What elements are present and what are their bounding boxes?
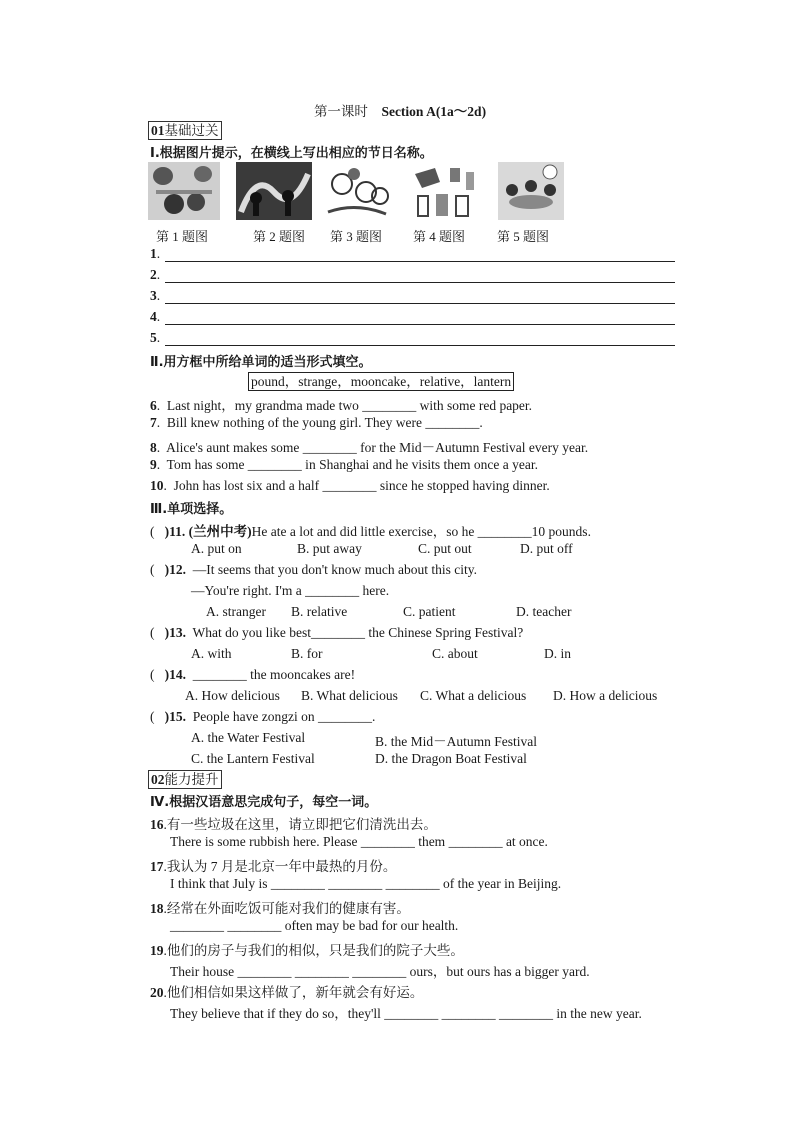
question-10: 10. John has lost six and a half ________ since he stopped having dinner. xyxy=(150,478,550,493)
question-16-cn xyxy=(150,813,437,833)
item-number: 4 xyxy=(150,309,157,324)
blank-line-5[interactable] xyxy=(165,345,675,346)
question-6: 6. Last night，my grandma made two ________ with some red paper. xyxy=(150,398,533,413)
q11-option-c[interactable]: C. put out xyxy=(418,541,472,556)
word-box: pound，strange，mooncake，relative，lantern xyxy=(248,372,514,391)
question-number: 16 xyxy=(150,817,164,832)
q12-line2: —You're right. I'm a ________ here. xyxy=(191,583,390,598)
question-text: John has lost six and a half ________ since he stopped having dinner. xyxy=(173,478,550,493)
question-19-en: Their house ________ ________ ________ ours，but ours has a bigger yard. xyxy=(170,964,590,979)
answer-paren: ( xyxy=(150,625,155,640)
question-16-en: There is some rubbish here. Please ________ them ________ at once. xyxy=(170,834,548,849)
question-source: (兰州中考) xyxy=(188,524,252,539)
question-number: 17 xyxy=(150,859,164,874)
answer-line-1: 1. xyxy=(150,246,161,261)
blank-line-1[interactable] xyxy=(165,261,675,262)
answer-paren: ( xyxy=(150,524,155,539)
answer-line-4: 4. xyxy=(150,309,161,324)
question-12 xyxy=(150,562,477,578)
question-text: What do you like best________ the Chinese Spring Festival? xyxy=(192,625,524,640)
question-number: )12. xyxy=(164,562,186,577)
question-17-en: I think that July is ________ ________ ________ of the year in Beijing. xyxy=(170,876,562,891)
q15-option-b[interactable]: B. the Mid－Autumn Festival xyxy=(375,734,537,749)
question-number: 6 xyxy=(150,398,157,413)
answer-line-5: 5. xyxy=(150,330,161,345)
answer-paren: ( xyxy=(150,667,155,682)
question-18-cn xyxy=(150,897,410,917)
section-num: 01 xyxy=(151,123,165,138)
question-text: He ate a lot and did little exercise，so he ________10 pounds. xyxy=(251,524,591,539)
question-number: 9 xyxy=(150,457,157,472)
question-7: 7. Bill knew nothing of the young girl. They were ________. xyxy=(150,415,483,430)
caption-5: 第 5 题图 xyxy=(497,229,550,244)
answer-line-3: 3. xyxy=(150,288,161,303)
question-20-en: They believe that if they do so，they'll ________ ________ ________ in the new year. xyxy=(170,1006,642,1021)
q15-option-a[interactable]: A. the Water Festival xyxy=(191,730,306,745)
question-15 xyxy=(150,709,375,725)
part3-heading: Ⅲ.单项选择。 xyxy=(150,502,233,517)
question-chinese: .有一些垃圾在这里，请立即把它们清洗出去。 xyxy=(163,817,437,832)
question-number: 8 xyxy=(150,440,157,455)
q12-option-c[interactable]: C. patient xyxy=(403,604,456,619)
part4-heading: Ⅳ.根据汉语意思完成句子，每空一词。 xyxy=(150,795,378,810)
item-number: 2 xyxy=(150,267,157,282)
q13-option-d[interactable]: D. in xyxy=(544,646,571,661)
part2-heading: Ⅱ.用方框中所给单词的适当形式填空。 xyxy=(150,355,372,370)
question-text: Bill knew nothing of the young girl. They were ________. xyxy=(166,415,483,430)
q13-option-b[interactable]: B. for xyxy=(291,646,323,661)
title-en: Section A(1a～2d) xyxy=(381,104,487,119)
section-label-advanced xyxy=(148,770,222,789)
picture-1-lanterns xyxy=(148,162,220,220)
question-17-cn xyxy=(150,855,396,875)
caption-4: 第 4 题图 xyxy=(413,229,466,244)
picture-5-family-dinner xyxy=(498,162,564,220)
section-text: 能力提升 xyxy=(164,772,219,787)
question-19-cn xyxy=(150,939,464,959)
q11-option-d[interactable]: D. put off xyxy=(520,541,573,556)
picture-2-water xyxy=(236,162,312,220)
question-text: People have zongzi on ________. xyxy=(192,709,376,724)
item-number: 3 xyxy=(150,288,157,303)
section-text: 基础过关 xyxy=(164,123,219,138)
question-number: 19 xyxy=(150,943,164,958)
blank-line-3[interactable] xyxy=(165,303,675,304)
answer-paren: ( xyxy=(150,709,155,724)
question-number: )14. xyxy=(164,667,186,682)
question-14 xyxy=(150,667,355,683)
question-20-cn xyxy=(150,981,423,1001)
part1-heading: Ⅰ.根据图片提示，在横线上写出相应的节日名称。 xyxy=(150,146,433,161)
section-label-basic xyxy=(148,121,222,140)
question-chinese: .他们相信如果这样做了，新年就会有好运。 xyxy=(163,985,424,1000)
q13-option-a[interactable]: A. with xyxy=(191,646,232,661)
section-num: 02 xyxy=(151,772,165,787)
q12-option-a[interactable]: A. stranger xyxy=(206,604,266,619)
question-text: Tom has some ________ in Shanghai and he visits them once a year. xyxy=(166,457,539,472)
question-number: )11. xyxy=(164,524,186,539)
answer-paren: ( xyxy=(150,562,155,577)
picture-3-cartoon xyxy=(320,162,392,220)
question-number: 18 xyxy=(150,901,164,916)
q14-option-b[interactable]: B. What delicious xyxy=(301,688,398,703)
q15-option-c[interactable]: C. the Lantern Festival xyxy=(191,751,315,766)
question-18-en: ________ ________ often may be bad for our health. xyxy=(170,918,459,933)
title-cn: 第一课时 xyxy=(313,104,368,119)
question-9: 9. Tom has some ________ in Shanghai and he visits them once a year. xyxy=(150,457,539,472)
question-text: Alice's aunt makes some ________ for the Mid－Autumn Festival every year. xyxy=(166,440,589,455)
q11-option-b[interactable]: B. put away xyxy=(297,541,362,556)
q12-option-d[interactable]: D. teacher xyxy=(516,604,572,619)
item-number: 1 xyxy=(150,246,157,261)
question-text: —It seems that you don't know much about this city. xyxy=(192,562,478,577)
q11-option-a[interactable]: A. put on xyxy=(191,541,242,556)
q12-option-b[interactable]: B. relative xyxy=(291,604,348,619)
festival-pictures xyxy=(148,162,588,222)
question-chinese: .他们的房子与我们的相似，只是我们的院子大些。 xyxy=(163,943,464,958)
question-13 xyxy=(150,625,523,641)
question-chinese: .我认为 7 月是北京一年中最热的月份。 xyxy=(163,859,397,874)
blank-line-4[interactable] xyxy=(165,324,675,325)
q14-option-d[interactable]: D. How a delicious xyxy=(553,688,658,703)
question-number: 10 xyxy=(150,478,164,493)
question-number: 7 xyxy=(150,415,157,430)
answer-line-2: 2. xyxy=(150,267,161,282)
item-number: 5 xyxy=(150,330,157,345)
question-text: Last night，my grandma made two ________ with some red paper. xyxy=(166,398,533,413)
picture-4-boat-items xyxy=(410,162,480,220)
question-chinese: .经常在外面吃饭可能对我们的健康有害。 xyxy=(163,901,410,916)
question-number: 20 xyxy=(150,985,164,1000)
caption-2: 第 2 题图 xyxy=(253,229,306,244)
caption-1: 第 1 题图 xyxy=(156,229,209,244)
question-number: )15. xyxy=(164,709,186,724)
question-11 xyxy=(150,520,591,540)
blank-line-2[interactable] xyxy=(165,282,675,283)
q13-option-c[interactable]: C. about xyxy=(432,646,478,661)
question-8: 8. Alice's aunt makes some ________ for the Mid－Autumn Festival every year. xyxy=(150,440,589,455)
question-number: )13. xyxy=(164,625,186,640)
page-title xyxy=(0,100,800,120)
caption-3: 第 3 题图 xyxy=(330,229,383,244)
q14-option-a[interactable]: A. How delicious xyxy=(185,688,280,703)
q15-option-d[interactable]: D. the Dragon Boat Festival xyxy=(375,751,527,766)
question-text: ________ the mooncakes are! xyxy=(192,667,356,682)
q14-option-c[interactable]: C. What a delicious xyxy=(420,688,527,703)
